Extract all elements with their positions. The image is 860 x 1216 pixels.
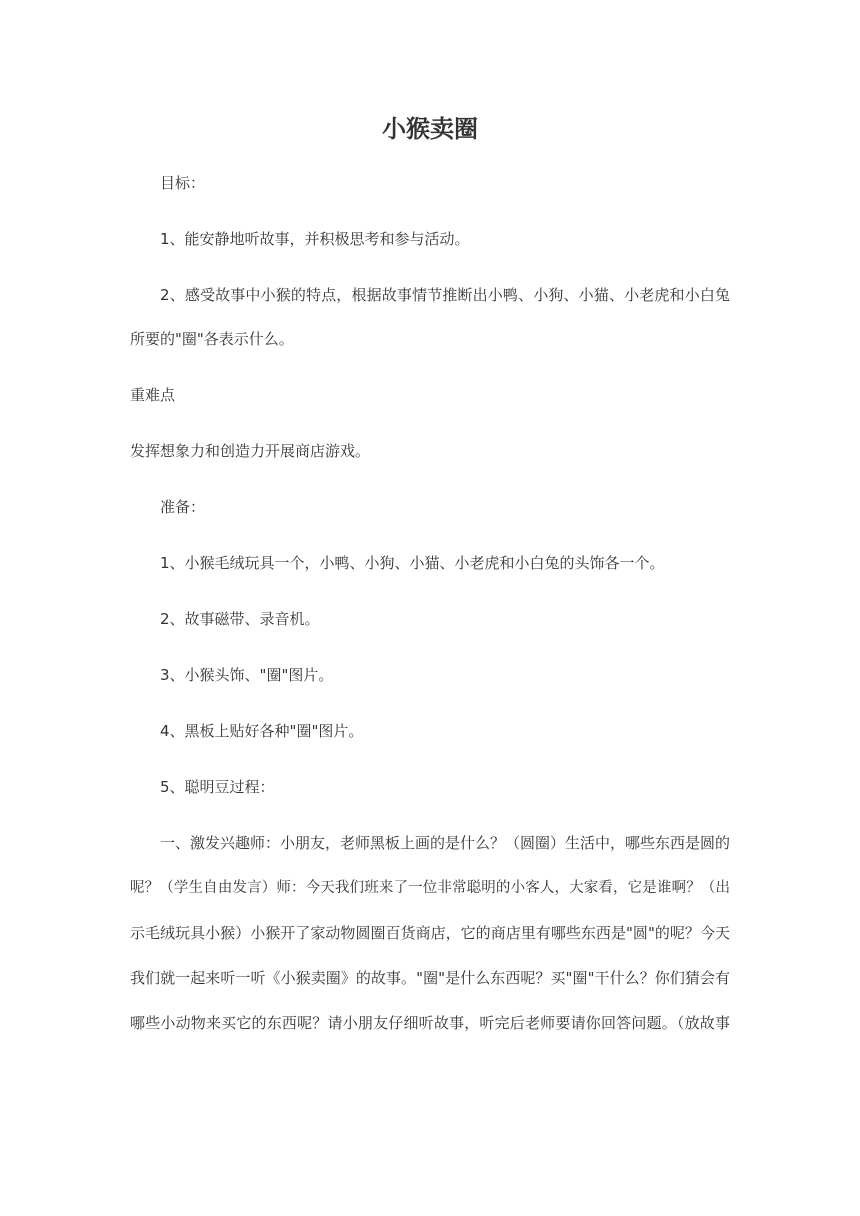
- preparation-item-2: 2、故事磁带、录音机。: [160, 610, 320, 628]
- preparation-item-1: 1、小猴毛绒玩具一个，小鸭、小狗、小猫、小老虎和小白兔的头饰各一个。: [160, 554, 665, 572]
- preparation-item-4: 4、黑板上贴好各种"圈"图片。: [160, 722, 364, 740]
- goal-item-1: 1、能安静地听故事，并积极思考和参与活动。: [160, 230, 470, 248]
- preparation-item-5: 5、聪明豆过程：: [160, 778, 275, 796]
- section-heading-goals: 目标：: [160, 174, 206, 192]
- preparation-item-3: 3、小猴头饰、"圈"图片。: [160, 666, 334, 684]
- process-paragraph-line-2: 呢？（学生自由发言）师：今天我们班来了一位非常聪明的小客人，大家看，它是谁啊？（出: [130, 880, 730, 896]
- goal-item-2-continued: 所要的"圈"各表示什么。: [130, 330, 294, 348]
- section-heading-preparation: 准备：: [160, 498, 206, 516]
- section-heading-key-points: 重难点: [130, 386, 176, 404]
- process-paragraph-line-5: 哪些小动物来买它的东西呢？请小朋友仔细听故事，听完后老师要请你回答问题。（放故事: [130, 1014, 730, 1032]
- process-paragraph-line-1: 一、激发兴趣师：小朋友，老师黑板上画的是什么？（圆圈）生活中，哪些东西是圆的: [160, 834, 731, 852]
- document-title: 小猴卖圈: [382, 115, 478, 143]
- process-paragraph-line-4: 我们就一起来听一听《小猴卖圈》的故事。"圈"是什么东西呢？买"圈"干什么？你们猜会有: [130, 969, 730, 987]
- key-points-text: 发挥想象力和创造力开展商店游戏。: [130, 442, 371, 460]
- goal-item-2: 2、感受故事中小猴的特点，根据故事情节推断出小鸭、小狗、小猫、小老虎和小白兔: [160, 286, 730, 304]
- process-paragraph-line-3: 示毛绒玩具小猴）小猴开了家动物圆圈百货商店，它的商店里有哪些东西是"圆"的呢？今天: [130, 924, 730, 942]
